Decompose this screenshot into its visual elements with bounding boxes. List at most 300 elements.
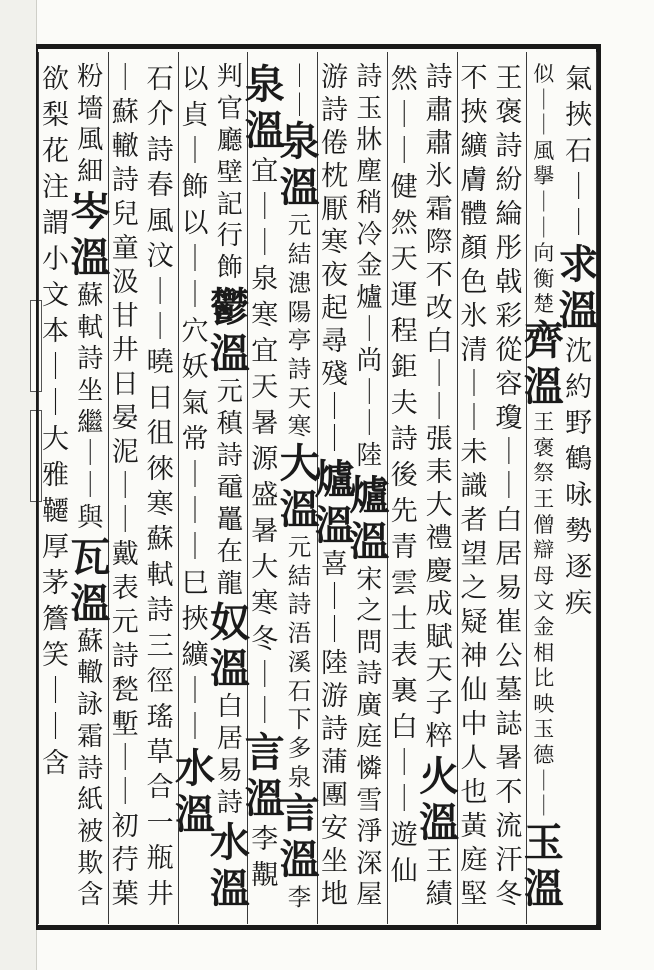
text-char: 暑 bbox=[251, 408, 279, 439]
repeat-mark: ｜ bbox=[111, 471, 139, 502]
text-char: 泥 bbox=[111, 437, 139, 468]
text-char: 詩 bbox=[216, 788, 243, 819]
entry-heading-char: 水 bbox=[174, 745, 215, 792]
repeat-mark: ｜ bbox=[77, 471, 104, 502]
text-char: 肅 bbox=[425, 94, 453, 126]
text-char: 㦸 bbox=[495, 267, 523, 298]
text-char: 褒 bbox=[533, 435, 555, 460]
text-char: 程 bbox=[390, 316, 418, 347]
text-char: 含 bbox=[77, 880, 104, 911]
text-char: 堅 bbox=[460, 879, 488, 910]
text-char: 注 bbox=[41, 172, 69, 203]
repeat-mark: ｜ bbox=[390, 748, 418, 779]
text-char: 肅 bbox=[425, 127, 453, 159]
text-char: 井 bbox=[146, 878, 174, 910]
text-char: 童 bbox=[111, 233, 139, 264]
entry-heading-char: 溫 bbox=[279, 486, 320, 534]
text-char: 冷 bbox=[356, 219, 383, 250]
text-char: 團 bbox=[320, 780, 348, 812]
text-char: 廳 bbox=[216, 125, 243, 156]
text-char: 屋 bbox=[356, 880, 383, 911]
entry-heading-char: 爐 bbox=[314, 456, 355, 504]
text-char: 廣 bbox=[356, 690, 383, 721]
text-char: 紙 bbox=[77, 785, 104, 816]
text-char: 游 bbox=[320, 681, 348, 713]
entry-heading-char: 爐 bbox=[349, 471, 390, 519]
text-char: 曉 bbox=[146, 347, 174, 379]
text-char: 誌 bbox=[495, 709, 523, 740]
right-margin bbox=[601, 0, 654, 970]
text-char: 殘 bbox=[320, 358, 348, 390]
text-char: 詩 bbox=[425, 62, 453, 93]
entry-heading-char: 岑 bbox=[70, 187, 111, 235]
text-char: 葉 bbox=[111, 879, 139, 910]
text-char: 喜 bbox=[320, 549, 348, 581]
repeat-mark: ｜ bbox=[565, 172, 593, 203]
repeat-mark: ｜ bbox=[460, 369, 488, 400]
text-char: 穴 bbox=[181, 316, 209, 347]
repeat-mark: ｜ bbox=[425, 391, 453, 423]
text-char: 寒 bbox=[251, 588, 279, 619]
text-char: 尋 bbox=[320, 325, 348, 357]
text-char: 妖 bbox=[181, 352, 209, 383]
entry-heading-char: 溫 bbox=[244, 107, 285, 154]
text-char: 神 bbox=[460, 641, 488, 672]
text-char: 爐 bbox=[356, 283, 383, 314]
entry-heading-char: 齊 bbox=[523, 317, 564, 365]
text-char: 色 bbox=[460, 267, 488, 298]
text-char: 霜 bbox=[425, 193, 453, 225]
text-char: 汶 bbox=[146, 241, 174, 273]
text-char: 流 bbox=[495, 811, 523, 842]
text-char: 安 bbox=[320, 813, 348, 845]
repeat-mark: ｜ bbox=[533, 768, 555, 793]
text-char: 人 bbox=[460, 743, 488, 774]
text-char: 似 bbox=[533, 62, 555, 86]
text-char: 寒 bbox=[251, 300, 279, 331]
text-char: 霜 bbox=[77, 721, 104, 752]
text-char: 白 bbox=[495, 505, 523, 536]
text-char: 貞 bbox=[181, 100, 209, 131]
text-char: 宋 bbox=[356, 564, 383, 595]
repeat-mark: ｜ bbox=[356, 377, 383, 408]
text-char: 軾 bbox=[146, 559, 174, 591]
text-char: 牀 bbox=[356, 125, 383, 156]
text-char: 不 bbox=[460, 63, 488, 94]
text-char: 韆 bbox=[41, 496, 69, 527]
text-char: 仙 bbox=[460, 675, 488, 706]
text-char: 風 bbox=[77, 125, 104, 156]
text-char: 玉 bbox=[533, 717, 555, 742]
text-char: 繼 bbox=[77, 407, 104, 438]
text-char: 以 bbox=[181, 208, 209, 239]
text-char: 黃 bbox=[460, 811, 488, 842]
text-char: 野 bbox=[565, 408, 593, 439]
text-char: 天 bbox=[287, 383, 312, 412]
repeat-mark: ｜ bbox=[533, 113, 555, 138]
text-char: 淨 bbox=[356, 817, 383, 848]
text-char: 蘇 bbox=[77, 280, 104, 311]
text-char: 氣 bbox=[181, 388, 209, 419]
text-char: 體 bbox=[460, 199, 488, 230]
text-char: 陽 bbox=[287, 297, 312, 326]
text-char: 飾 bbox=[181, 172, 209, 203]
text-char: 徑 bbox=[146, 666, 174, 698]
text-char: 詩 bbox=[146, 134, 174, 166]
text-char: 深 bbox=[356, 848, 383, 879]
text-char: 仙 bbox=[390, 856, 418, 887]
text-char: 以 bbox=[181, 64, 209, 95]
entry-heading-char: 泉 bbox=[279, 118, 320, 166]
text-char: 徂 bbox=[146, 418, 174, 450]
text-char: 王 bbox=[495, 63, 523, 94]
text-char: 蘇 bbox=[111, 97, 139, 128]
text-char: 詩 bbox=[77, 344, 104, 375]
text-char: 擧 bbox=[533, 164, 555, 189]
text-char: 望 bbox=[460, 539, 488, 570]
text-char: 詩 bbox=[356, 62, 383, 92]
text-char: 元 bbox=[111, 607, 139, 638]
text-char: 健 bbox=[390, 172, 418, 203]
text-char: 細 bbox=[77, 157, 104, 188]
text-char: 汲 bbox=[111, 267, 139, 298]
text-char: 容 bbox=[495, 369, 523, 400]
text-char: 彤 bbox=[495, 233, 523, 264]
text-char: 白 bbox=[390, 712, 418, 743]
text-char: 綸 bbox=[495, 199, 523, 230]
text-char: 記 bbox=[216, 189, 243, 220]
text-char: 天 bbox=[425, 655, 453, 687]
text-char: 德 bbox=[533, 743, 555, 768]
text-char: 瓊 bbox=[495, 403, 523, 434]
repeat-mark: ｜ bbox=[533, 215, 555, 240]
entry-heading-char: 大 bbox=[279, 440, 320, 488]
entry-heading-char: 言 bbox=[244, 729, 285, 776]
repeat-mark: ｜ bbox=[111, 63, 139, 94]
text-char: 居 bbox=[495, 539, 523, 570]
text-char: 下 bbox=[287, 705, 312, 734]
repeat-mark: ｜ bbox=[181, 712, 209, 743]
repeat-mark: ｜ bbox=[565, 208, 593, 239]
text-char: 僧 bbox=[533, 512, 555, 537]
text-char: 行 bbox=[216, 221, 243, 252]
text-char: 詩 bbox=[287, 354, 312, 383]
text-char: 疾 bbox=[565, 588, 593, 619]
text-char: 問 bbox=[356, 627, 383, 658]
entry-heading-char: 溫 bbox=[349, 517, 390, 565]
entry-heading-char: 溫 bbox=[279, 164, 320, 212]
text-char: 成 bbox=[425, 589, 453, 621]
repeat-mark: ｜ bbox=[320, 582, 348, 614]
text-char: 裏 bbox=[390, 676, 418, 707]
text-char: 逐 bbox=[565, 552, 593, 583]
text-char: 坐 bbox=[77, 376, 104, 407]
text-char: 詩 bbox=[320, 714, 348, 746]
repeat-mark: ｜ bbox=[181, 136, 209, 167]
repeat-mark: ｜ bbox=[251, 228, 279, 259]
text-char: 汗 bbox=[495, 845, 523, 876]
text-char: 大 bbox=[425, 490, 453, 522]
text-char: 先 bbox=[390, 496, 418, 527]
text-char: 文 bbox=[41, 280, 69, 311]
text-char: 運 bbox=[390, 280, 418, 311]
repeat-mark: ｜ bbox=[533, 190, 555, 215]
text-char: 冬 bbox=[251, 624, 279, 655]
text-char: 塵 bbox=[356, 156, 383, 187]
text-char: 子 bbox=[425, 688, 453, 720]
repeat-mark: ｜ bbox=[287, 90, 312, 119]
text-char: 沈 bbox=[565, 336, 593, 367]
repeat-mark: ｜ bbox=[146, 311, 174, 343]
text-char: 尚 bbox=[356, 346, 383, 377]
repeat-mark: ｜ bbox=[181, 676, 209, 707]
text-char: 稍 bbox=[356, 188, 383, 219]
entry-heading-char: 溫 bbox=[70, 233, 111, 281]
text-char: 識 bbox=[460, 471, 488, 502]
text-char: 笑 bbox=[41, 640, 69, 671]
text-char: 欲 bbox=[41, 64, 69, 95]
text-char: 氣 bbox=[565, 64, 593, 95]
text-char: 未 bbox=[460, 437, 488, 468]
entry-heading-char: 鬱 bbox=[209, 284, 250, 332]
text-char: 向 bbox=[533, 241, 555, 266]
text-char: 枕 bbox=[320, 160, 348, 192]
text-char: 亭 bbox=[287, 326, 312, 355]
text-char: 者 bbox=[460, 505, 488, 536]
text-char: 宜 bbox=[251, 156, 279, 187]
text-char: 夫 bbox=[390, 388, 418, 419]
text-char: 與 bbox=[77, 502, 104, 533]
text-char: 挾 bbox=[181, 604, 209, 635]
text-char: 結 bbox=[287, 240, 312, 269]
text-char: 春 bbox=[146, 170, 174, 202]
text-char: 墓 bbox=[495, 675, 523, 706]
entry-heading-char: 溫 bbox=[279, 836, 320, 884]
text-char: 介 bbox=[146, 99, 174, 131]
repeat-mark: ｜ bbox=[320, 615, 348, 647]
text-char: 績 bbox=[425, 878, 453, 910]
text-char: 然 bbox=[390, 64, 418, 95]
text-char: 居 bbox=[216, 724, 243, 755]
text-char: 白 bbox=[425, 325, 453, 357]
entry-heading-char: 溫 bbox=[244, 775, 285, 822]
text-char: 文 bbox=[533, 589, 555, 614]
entry-heading-char: 溫 bbox=[523, 363, 564, 411]
text-char: 詩 bbox=[111, 641, 139, 672]
text-char: 起 bbox=[320, 292, 348, 324]
text-char: 中 bbox=[460, 709, 488, 740]
text-char: 寒 bbox=[320, 226, 348, 258]
text-char: 士 bbox=[390, 604, 418, 635]
text-char: 厚 bbox=[41, 532, 69, 563]
text-char: 石 bbox=[146, 64, 174, 95]
text-char: 詩 bbox=[77, 753, 104, 784]
text-char: 徠 bbox=[146, 453, 174, 485]
repeat-mark: ｜ bbox=[251, 660, 279, 691]
text-char: 王 bbox=[425, 846, 453, 878]
text-char: 氷 bbox=[460, 301, 488, 332]
repeat-mark: ｜ bbox=[287, 62, 312, 90]
text-char: 也 bbox=[460, 777, 488, 808]
text-char: 膚 bbox=[460, 165, 488, 196]
repeat-mark: ｜ bbox=[390, 784, 418, 815]
repeat-mark: ｜ bbox=[533, 87, 555, 112]
text-char: 元 bbox=[216, 377, 243, 408]
text-char: 耒 bbox=[425, 457, 453, 489]
text-char: 寒 bbox=[287, 412, 312, 441]
entry-heading-char: 溫 bbox=[209, 330, 250, 378]
text-char: 雪 bbox=[356, 785, 383, 816]
text-char: 含 bbox=[41, 748, 69, 779]
text-char: 漶 bbox=[287, 268, 312, 297]
repeat-mark: ｜ bbox=[356, 314, 383, 345]
text-char: 遊 bbox=[390, 820, 418, 851]
text-char: 宜 bbox=[251, 336, 279, 367]
text-char: 天 bbox=[251, 372, 279, 403]
text-char: 稹 bbox=[216, 409, 243, 440]
entry-heading-char: 溫 bbox=[70, 579, 111, 627]
text-char: 黿 bbox=[216, 472, 243, 503]
text-char: 禮 bbox=[425, 523, 453, 555]
text-char: 王 bbox=[533, 486, 555, 511]
text-char: 易 bbox=[495, 573, 523, 604]
text-char: 風 bbox=[533, 138, 555, 163]
text-char: 鶴 bbox=[565, 444, 593, 475]
text-char: 庭 bbox=[356, 722, 383, 753]
text-char: 然 bbox=[390, 208, 418, 239]
text-char: 母 bbox=[533, 563, 555, 588]
text-char: 風 bbox=[146, 205, 174, 237]
repeat-mark: ｜ bbox=[460, 403, 488, 434]
text-char: 青 bbox=[390, 532, 418, 563]
repeat-mark: ｜ bbox=[495, 437, 523, 468]
text-char: 陸 bbox=[320, 648, 348, 680]
text-char: 清 bbox=[460, 335, 488, 366]
text-char: 映 bbox=[533, 691, 555, 716]
text-char: 合 bbox=[146, 772, 174, 804]
text-char: 倦 bbox=[320, 127, 348, 159]
entry-heading-char: 求 bbox=[558, 241, 599, 288]
text-char: 紛 bbox=[495, 165, 523, 196]
text-char: 泉 bbox=[287, 762, 312, 791]
text-char: 李 bbox=[287, 883, 312, 912]
text-char: 彩 bbox=[495, 301, 523, 332]
entry-heading-char: 水 bbox=[209, 819, 250, 867]
text-char: 坐 bbox=[320, 846, 348, 878]
text-char: 大 bbox=[41, 424, 69, 455]
text-char: 源 bbox=[251, 444, 279, 475]
text-char: 挾 bbox=[460, 97, 488, 128]
repeat-mark: ｜ bbox=[251, 696, 279, 727]
text-char: 茅 bbox=[41, 568, 69, 599]
repeat-mark: ｜ bbox=[356, 409, 383, 440]
text-char: 李 bbox=[251, 824, 279, 855]
text-char: 井 bbox=[111, 335, 139, 366]
text-char: 軾 bbox=[77, 312, 104, 343]
text-char: 易 bbox=[216, 756, 243, 787]
repeat-mark: ｜ bbox=[41, 676, 69, 707]
text-char: 公 bbox=[495, 641, 523, 672]
entry-heading-char: 奴 bbox=[209, 599, 250, 647]
text-char: 謂 bbox=[41, 208, 69, 239]
text-char: 泉 bbox=[251, 264, 279, 295]
text-char: 三 bbox=[146, 630, 174, 662]
repeat-mark: ｜ bbox=[390, 136, 418, 167]
text-char: 蒲 bbox=[320, 747, 348, 779]
text-char: 大 bbox=[251, 552, 279, 583]
text-char: 日 bbox=[111, 369, 139, 400]
text-char: 之 bbox=[356, 596, 383, 627]
text-char: 顏 bbox=[460, 233, 488, 264]
text-char: 溪 bbox=[287, 647, 312, 676]
text-char: 在 bbox=[216, 536, 243, 567]
text-char: 慶 bbox=[425, 556, 453, 588]
text-char: 地 bbox=[320, 878, 348, 910]
text-char: 玉 bbox=[356, 93, 383, 124]
text-char: 氷 bbox=[425, 160, 453, 192]
page-binding-edge bbox=[0, 0, 37, 970]
text-char: 憐 bbox=[356, 753, 383, 784]
text-char: 蘇 bbox=[146, 524, 174, 556]
repeat-mark: ｜ bbox=[146, 276, 174, 308]
entry-heading-char: 溫 bbox=[209, 645, 250, 693]
text-char: 官 bbox=[216, 93, 243, 124]
text-char: 戴 bbox=[111, 539, 139, 570]
text-char: 鉅 bbox=[390, 352, 418, 383]
text-char: 祭 bbox=[533, 461, 555, 486]
text-char: 後 bbox=[390, 460, 418, 491]
text-char: 覯 bbox=[251, 860, 279, 891]
text-char: 咏 bbox=[565, 480, 593, 511]
text-char: 石 bbox=[287, 676, 312, 705]
text-char: 小 bbox=[41, 244, 69, 275]
text-char: 楚 bbox=[533, 292, 555, 317]
repeat-mark: ｜ bbox=[41, 388, 69, 419]
entry-heading-char: 溫 bbox=[419, 799, 460, 847]
text-column bbox=[33, 62, 77, 914]
text-char: 日 bbox=[146, 382, 174, 414]
text-char: 壁 bbox=[216, 157, 243, 188]
text-char: 晏 bbox=[111, 403, 139, 434]
text-char: 詩 bbox=[216, 441, 243, 472]
text-char: 蘇 bbox=[77, 626, 104, 657]
text-char: 巳 bbox=[181, 568, 209, 599]
text-char: 飾 bbox=[216, 253, 243, 284]
text-char: 金 bbox=[533, 614, 555, 639]
repeat-mark: ｜ bbox=[111, 743, 139, 774]
text-char: 詠 bbox=[77, 690, 104, 721]
text-char: 比 bbox=[533, 666, 555, 691]
text-char: 庭 bbox=[460, 845, 488, 876]
text-char: 花 bbox=[41, 136, 69, 167]
repeat-mark: ｜ bbox=[77, 439, 104, 470]
text-char: 元 bbox=[287, 533, 312, 562]
text-char: 勢 bbox=[565, 516, 593, 547]
text-char: 表 bbox=[390, 640, 418, 671]
text-char: 結 bbox=[287, 561, 312, 590]
text-char: 欺 bbox=[77, 848, 104, 879]
entry-heading-char: 言 bbox=[279, 790, 320, 838]
text-char: 夜 bbox=[320, 259, 348, 291]
entry-heading-char: 溫 bbox=[209, 865, 250, 913]
text-char: 不 bbox=[425, 259, 453, 291]
repeat-mark: ｜ bbox=[320, 391, 348, 423]
text-char: 詩 bbox=[320, 94, 348, 126]
text-char: 纊 bbox=[460, 131, 488, 162]
text-char: 冬 bbox=[495, 879, 523, 910]
repeat-mark: ｜ bbox=[111, 505, 139, 536]
text-char: 賦 bbox=[425, 622, 453, 654]
